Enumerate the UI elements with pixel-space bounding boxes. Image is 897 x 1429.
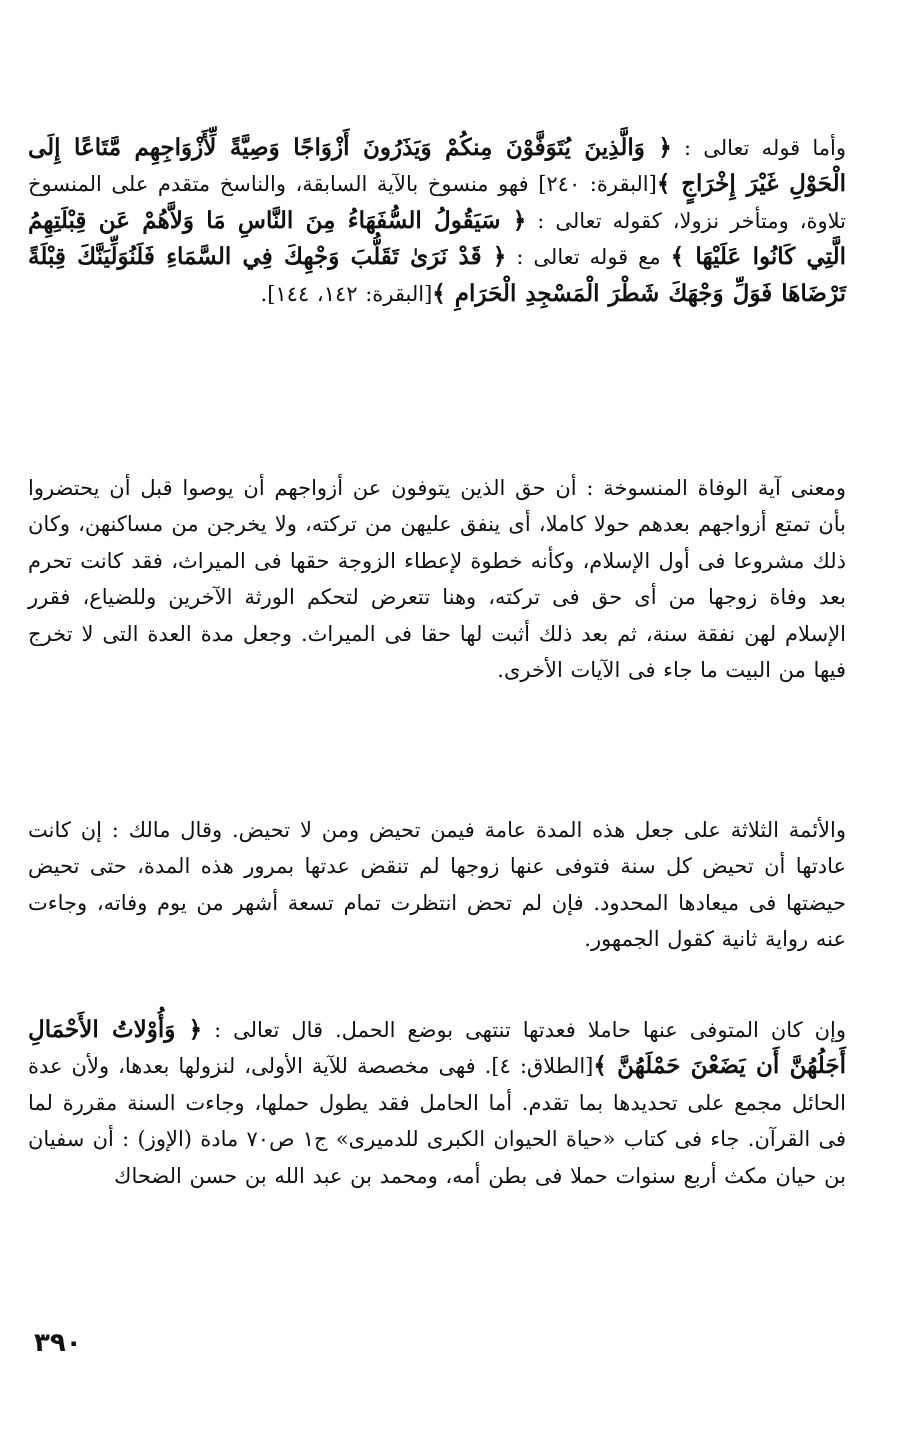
quran-verse-baqarah-240: ﴿ وَالَّذِينَ يُتَوَفَّوْنَ مِنكُمْ وَيَذَرُونَ أَزْوَاجًا وَصِيَّةً لِّأَزْوَاجِهِم مَّتَاعًا إِلَى الْحَوْلِ غَيْرَ إِخْرَاجٍ ﴾ [28, 134, 846, 198]
paragraph-1-segment-3: [البقرة: ٢٤٠] فهو منسوخ بالآية السابقة، والناسخ متقدم على المنسوخ تلاوة، ومتأخر نزولا، كقوله تعالى : [28, 172, 846, 233]
paragraph-2 [28, 470, 846, 688]
paragraph-4-segment-1: وإن كان المتوفى عنها حاملا فعدتها تنتهى بوضع الحمل. قال تعالى : [202, 1018, 846, 1042]
paragraph-1 [28, 130, 846, 312]
paragraph-1-text [28, 130, 846, 312]
paragraph-4 [28, 1012, 846, 1194]
paragraph-1-citation: [البقرة: ١٤٢، ١٤٤]. [260, 281, 433, 306]
quran-verse-baqarah-144: ﴿ قَدْ نَرَىٰ تَقَلُّبَ وَجْهِكَ فِي السَّمَاءِ فَلَنُوَلِّيَنَّكَ قِبْلَةً تَرْضَاهَا فَوَلِّ وَجْهَكَ شَطْرَ الْمَسْجِدِ الْحَرَامِ ﴾ [28, 243, 846, 307]
paragraph-3-text: والأئمة الثلاثة على جعل هذه المدة عامة فيمن تحيض ومن لا تحيض. وقال مالك : إن كانت عادتها أن تحيض كل سنة فتوفى عنها زوجها لم تنقض عدتها بمرور هذه المدة، حتى تحيض حيضتها فى ميعادها المحدود. فإن لم تحض انتظرت تمام تسعة أشهر من يوم وفاته، وجاءت عنه رواية ثانية كقول الجمهور. [28, 818, 846, 952]
paragraph-4-segment-3: [الطلاق: ٤]. فهى مخصصة للآية الأولى، لنزولها بعدها، ولأن عدة الحائل مجمع على تحديدها بما تقدم. أما الحامل فقد يطول حملها، وجاءت السنة مقررة لما فى القرآن. جاء فى كتاب «حياة الحيوان الكبرى للدميرى» ج١ ص٧٠ مادة (الإوز) : أن سفيان بن حيان مكث أربع سنوات حملا فى بطن أمه، ومحمد بن عبد الله بن حسن الضحاك [28, 1054, 846, 1188]
paragraph-3 [28, 812, 846, 958]
paragraph-1-segment-1: وأما قوله تعالى : [671, 136, 846, 160]
paragraph-1-segment-5: مع قوله تعالى : [506, 245, 671, 270]
page-number: ٣٩٠ [34, 1328, 82, 1358]
paragraph-2-text: ومعنى آية الوفاة المنسوخة : أن حق الذين يتوفون عن أزواجهم أن يوصوا قبل أن يحتضروا بأن تمتع أزواجهم بعدهم حولا كاملا، أى ينفق عليهن من تركته، ولا يخرجن من مساكنهن، وكان ذلك مشروعا فى أول الإسلام، وكأنه خطوة لإعطاء الزوجة حقها فى الميراث، فقد كانت تحرم بعد وفاة زوجها من أى حق فى تركته، وهنا تتعرض لتحكم الورثة الآخرين وللضياع، فقرر الإسلام لهن نفقة سنة، ثم بعد ذلك أثبت لها حقا فى الميراث. وجعل مدة العدة التى لا تخرج فيها من البيت ما جاء فى الآيات الأخرى. [28, 476, 846, 683]
quran-verse-talaq-4: ﴿ وَأُوْلاتُ الأَحْمَالِ أَجَلُهُنَّ أَن يَضَعْنَ حَمْلَهُنَّ ﴾ [28, 1016, 846, 1080]
paragraph-4-text [28, 1012, 846, 1194]
quran-verse-baqarah-142: ﴿ سَيَقُولُ السُّفَهَاءُ مِنَ النَّاسِ مَا وَلاَّهُمْ عَن قِبْلَتِهِمُ الَّتِي كَانُوا عَلَيْهَا ﴾ [28, 206, 847, 271]
